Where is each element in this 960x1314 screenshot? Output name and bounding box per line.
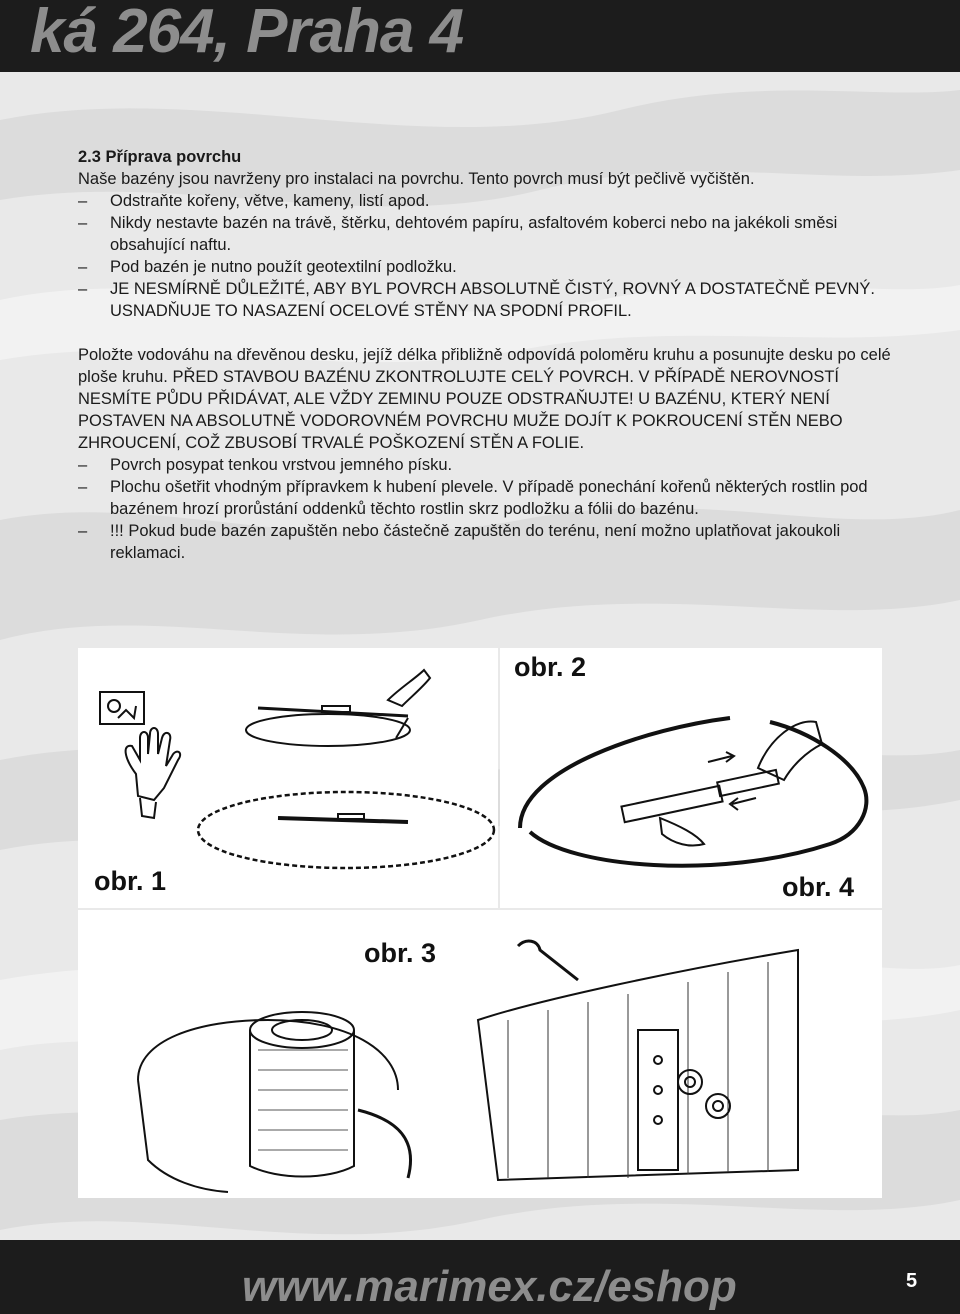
list-item: – Pod bazén je nutno použít geotextilní podložku. [78, 256, 898, 278]
list-item: – Povrch posypat tenkou vrstvou jemného písku. [78, 454, 898, 476]
figure-1-panel [78, 648, 498, 908]
section-intro: Naše bazény jsou navrženy pro instalaci na povrchu. Tento povrch musí být pečlivě vyčištěn. [78, 170, 755, 188]
preparation-list [78, 190, 898, 322]
section-2-3 [78, 146, 898, 564]
pool-wall-screw-illustration [500, 648, 882, 908]
figure-2-panel [500, 648, 882, 908]
leveling-paragraph: Položte vodováhu na dřevěnou desku, jejíž délka přibližně odpovídá poloměru kruhu a posunujte desku po celé ploše kruhu. PŘED STAVBOU BAZÉNU ZKONTROLUJTE CELÝ POVRCH. V PŘÍPADĚ NEROVNOSTÍ NESMÍTE PŮDU PŘIDÁVAT, ALE VŽDY ZEMINU POUZE ODSTRAŇUJTE! U BAZÉNU, KTERÝ NENÍ POSTAVEN NA ABSOLUTNĚ VODOROVNÉM POVRCHU MUŽE DOJÍT K POKROUCENÍ STĚN NEBO ZHROUCENÍ, COŽ ZBUSOBÍ TRVALÉ POŠKOZENÍ STĚN A FOLIE. [78, 346, 891, 452]
figure-3-panel [78, 910, 882, 1198]
surface-list [78, 454, 898, 564]
header-title: ká 264, Praha 4 [30, 0, 464, 66]
list-item: – Plochu ošetřit vhodným přípravkem k hubení plevele. V případě ponechání kořenů některých rostlin pod bazénem hrozí prorůstání oddenků těchto rostlin skrz podložku a fólii do bazénu. [78, 476, 898, 520]
footer-bar [0, 1240, 960, 1314]
section-heading: 2.3 Příprava povrchu [78, 148, 242, 166]
list-item: – Odstraňte kořeny, větve, kameny, listí apod. [78, 190, 898, 212]
pool-wall-coil-illustration [78, 910, 882, 1198]
page-number: 5 [906, 1270, 918, 1292]
header-bar [0, 0, 960, 72]
figure-3-label: obr. 3 [364, 938, 437, 968]
list-item: – JE NESMÍRNĚ DŮLEŽITÉ, ABY BYL POVRCH ABSOLUTNĚ ČISTÝ, ROVNÝ A DOSTATEČNĚ PEVNÝ. USNADŇUJE TO NASAZENÍ OCELOVÉ STĚNY NA SPODNÍ PROFIL. [78, 278, 898, 322]
list-item: – !!! Pokud bude bazén zapuštěn nebo částečně zapuštěn do terénu, není možno uplatňovat jakoukoli reklamaci. [78, 520, 898, 564]
figure-1-label: obr. 1 [94, 866, 167, 896]
footer-url[interactable]: www.marimex.cz/eshop [242, 1262, 737, 1311]
figure-4-label: obr. 4 [782, 872, 855, 902]
list-item: – Nikdy nestavte bazén na trávě, štěrku, dehtovém papíru, asfaltovém koberci nebo na jakékoli směsi obsahující naftu. [78, 212, 898, 256]
figure-2-label: obr. 2 [514, 652, 587, 682]
